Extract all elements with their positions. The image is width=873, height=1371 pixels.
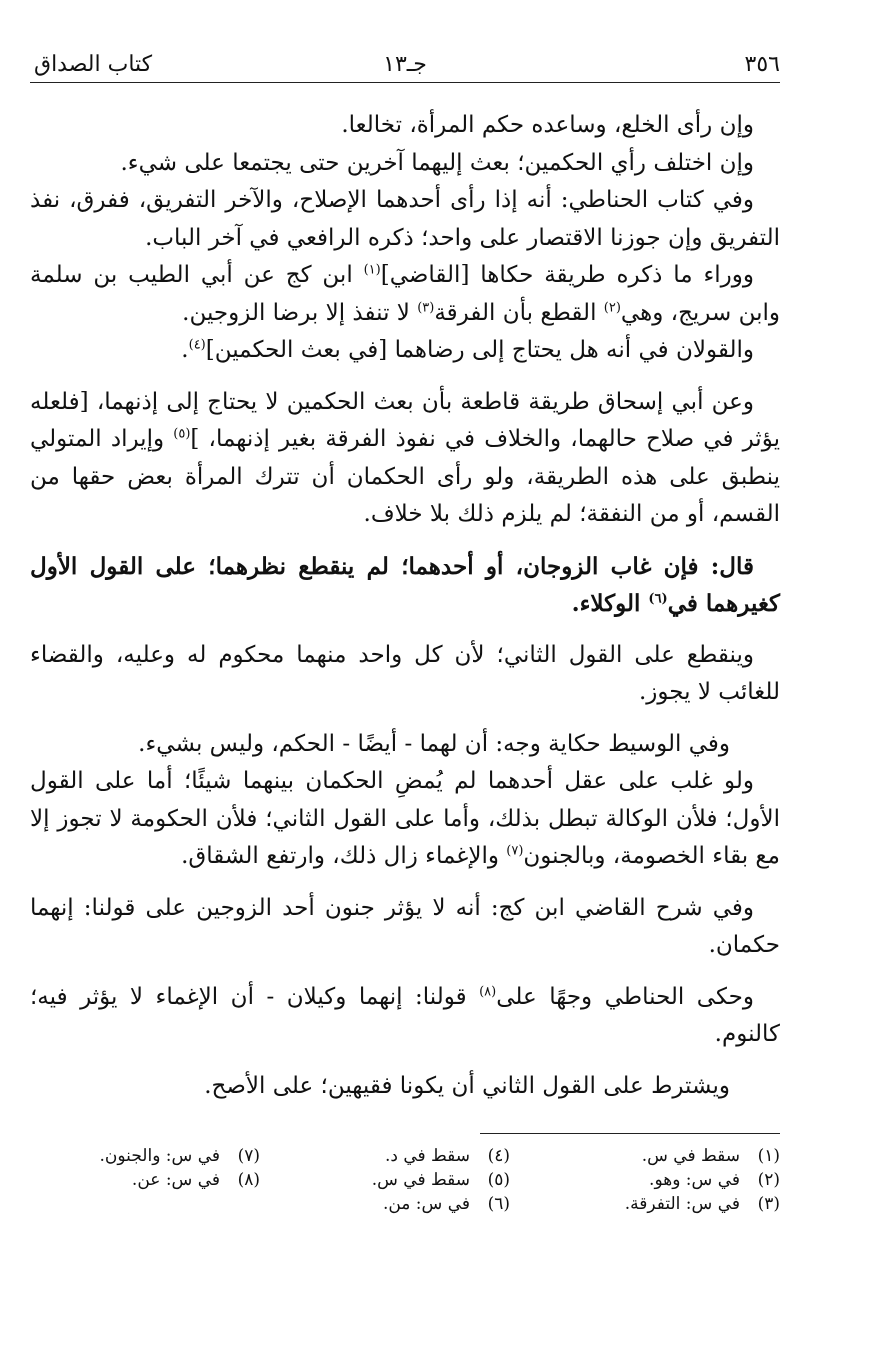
footnote-ref: (٦): [648, 591, 668, 607]
footnote-text: سقط في د.: [384, 1146, 470, 1166]
text-run: ابن كج عن أبي الطيب بن سلمة وابن سريج، وهي: [30, 262, 780, 326]
text-run: والإغماء زال ذلك، وارتفع الشقاق.: [181, 843, 507, 869]
paragraph: وفي شرح القاضي ابن كج: أنه لا يؤثر جنون أحد الزوجين على قولنا: إنهما حكمان.: [30, 894, 780, 958]
footnote: [260, 1144, 510, 1168]
paragraph: [30, 763, 780, 876]
footnote-text: في س: التفرقة.: [624, 1194, 740, 1214]
footnote-ref: (٧): [506, 843, 524, 859]
footnote-ref: (٣): [417, 299, 435, 315]
footnote-column: [30, 1144, 260, 1216]
text-run: لا تنفذ إلا برضا الزوجين.: [182, 299, 418, 326]
footnote: [510, 1144, 780, 1168]
paragraph: [30, 384, 780, 534]
paragraph: ويشترط على القول الثاني أن يكونا فقيهين؛ على الأصح.: [204, 1072, 730, 1099]
page-number: ٣٥٦: [744, 52, 780, 77]
page: [30, 48, 780, 1216]
paragraph: [30, 548, 780, 623]
paragraph: [30, 979, 780, 1054]
footnote-text: في س: وهو.: [649, 1170, 740, 1190]
footnote-text: سقط في س.: [371, 1170, 470, 1190]
footnote-column: [510, 1144, 780, 1216]
book-title: كتاب الصداق: [34, 52, 153, 77]
footnote-column: [260, 1144, 510, 1216]
footnote-text: في س: والجنون.: [99, 1146, 220, 1166]
footnote: [30, 1168, 260, 1192]
text-run: قولنا: إنهما وكيلان - أن الإغماء لا يؤثر فيه؛ كالنوم.: [30, 983, 780, 1047]
text-run: والقولان في أنه هل يحتاج إلى رضاهما [في بعث الحكمين]: [205, 337, 754, 363]
footnote-number: (٣): [757, 1194, 780, 1214]
paragraph: [30, 332, 780, 370]
footnote-number: (٥): [487, 1170, 510, 1190]
text-run: ولو غلب على عقل أحدهما لم يُمضِ الحكمان بينهما شيئًا؛ أما على القول الأول؛ فلأن الوكالة تبطل بذلك، وأما على القول الثاني؛ فلأن الحكومة لا تجوز إلا مع بقاء الخصومة، وبالجنون: [30, 768, 780, 869]
footnote-ref: (٤): [188, 337, 206, 353]
footnotes: [30, 1144, 780, 1216]
footnote-text: في س: من.: [382, 1194, 470, 1214]
paragraph: وإن رأى الخلع، وساعده حكم المرأة، تخالعا.: [341, 112, 754, 138]
footnote: [30, 1144, 260, 1168]
footnote: [260, 1168, 510, 1192]
footnote-ref: (٨): [479, 983, 497, 999]
footnote-text: في س: عن.: [131, 1170, 220, 1190]
footnote-number: (٧): [237, 1146, 260, 1166]
paragraph: وفي كتاب الحناطي: أنه إذا رأى أحدهما الإصلاح، والآخر التفريق، ففرق، نفذ التفريق وإن جوزنا الاقتصار على واحد؛ ذكره الرافعي في آخر الباب.: [30, 187, 780, 251]
text-run: وإيراد المتولي ينطبق على هذه الطريقة، ولو رأى الحكمان أن تترك المرأة بعض حقها من القسم، أو من النفقة؛ لم يلزم ذلك بلا خلاف.: [30, 426, 780, 527]
paragraph: وفي الوسيط حكاية وجه: أن لهما - أيضًا - الحكم، وليس بشيء.: [138, 730, 730, 757]
paragraph: وينقطع على القول الثاني؛ لأن كل واحد منهما محكوم له وعليه، والقضاء للغائب لا يجوز.: [30, 641, 780, 705]
footnote-number: (٦): [487, 1194, 510, 1214]
main-text: [30, 107, 780, 1105]
footnote: [260, 1192, 510, 1216]
text-run: وعن أبي إسحاق طريقة قاطعة بأن بعث الحكمين لا يحتاج إلى إذنهما، [فلعله يؤثر في صلاح حالهما، والخلاف في نفوذ الفرقة بغير إذنهما، ]: [30, 388, 780, 452]
footnote: [510, 1192, 780, 1216]
text-run: ووراء ما ذكره طريقة حكاها [القاضي]: [380, 262, 754, 288]
footnote-ref: (١): [363, 262, 381, 278]
footnote-number: (٨): [237, 1170, 260, 1190]
text-run: وحكى الحناطي وجهًا على: [496, 983, 754, 1010]
footnote-ref: (٥): [173, 426, 191, 442]
text-run: القطع بأن الفرقة: [434, 299, 604, 326]
volume-label: جـ١٣: [383, 52, 427, 77]
footnote: [510, 1168, 780, 1192]
running-header: [30, 48, 780, 83]
text-run: الوكلاء.: [571, 590, 649, 617]
footnote-number: (٤): [487, 1146, 510, 1166]
footnote-number: (٢): [757, 1170, 780, 1190]
footnote-text: سقط في س.: [641, 1146, 740, 1166]
paragraph: وإن اختلف رأي الحكمين؛ بعث إليهما آخرين حتى يجتمعا على شيء.: [120, 149, 754, 176]
footnote-number: (١): [757, 1146, 780, 1166]
paragraph: [30, 257, 780, 332]
text-run: قال: فإن غاب الزوجان، أو أحدهما؛ لم ينقطع نظرهما؛ على القول الأول كغيرهما في: [30, 552, 780, 617]
footnote-ref: (٢): [603, 299, 621, 315]
footnote-divider: [480, 1133, 780, 1134]
text-run: .: [181, 337, 189, 363]
